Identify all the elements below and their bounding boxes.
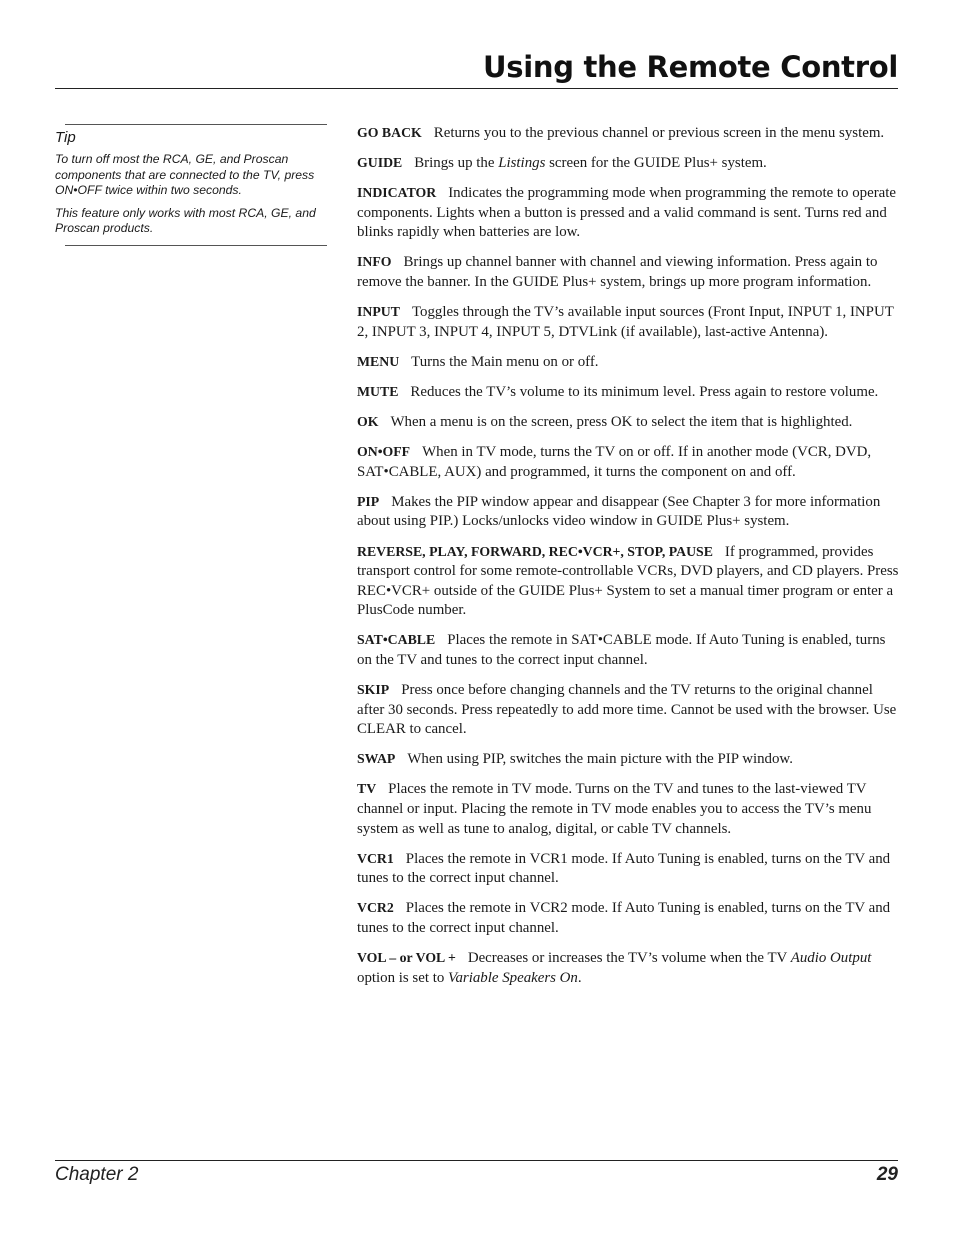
entry-term: PIP bbox=[357, 493, 380, 509]
entry-text: option is set to bbox=[357, 969, 449, 986]
entry-volume bbox=[357, 948, 899, 988]
entry-menu bbox=[357, 352, 899, 373]
page-title: Using the Remote Control bbox=[483, 50, 898, 84]
entry-indicator bbox=[357, 183, 899, 243]
tip-top-rule bbox=[65, 124, 327, 125]
entry-term: INDICATOR bbox=[357, 185, 437, 201]
entry-ok bbox=[357, 412, 899, 433]
entry-text: Toggles through the TV’s available input sources (Front Input, INPUT 1, INPUT 2, INPUT 3, INPUT 4, INPUT 5, DTVLink (if available), last-active Antenna). bbox=[357, 304, 894, 340]
entry-term: MENU bbox=[357, 353, 400, 369]
tip-paragraph: To turn off most the RCA, GE, and Proscan components that are connected to the TV, press ON•OFF twice within two seconds. bbox=[55, 152, 315, 198]
entry-text: If programmed, provides transport control for some remote-controllable VCRs, DVD players, and CD players. Press REC•VCR+ outside of the GUIDE Plus+ System to set a manual timer program or enter a PlusCode number. bbox=[357, 543, 899, 619]
entry-guide bbox=[357, 153, 899, 174]
entry-vcr1 bbox=[357, 849, 899, 889]
entry-term: SKIP bbox=[357, 682, 390, 698]
entry-term: REVERSE, PLAY, FORWARD, REC•VCR+, STOP, PAUSE bbox=[357, 543, 713, 559]
entry-text: Press once before changing channels and the TV returns to the original channel after 30 seconds. Press repeatedly to add more time. Cannot be used with the browser. Use CLEAR to cancel. bbox=[357, 682, 897, 738]
entry-on-off bbox=[357, 442, 899, 482]
entry-emphasis: Listings bbox=[498, 155, 546, 172]
entry-text: When a menu is on the screen, press OK to select the item that is highlighted. bbox=[390, 414, 853, 431]
entry-term: SWAP bbox=[357, 751, 396, 767]
entry-emphasis: Variable Speakers On bbox=[448, 969, 578, 986]
entry-text: Brings up channel banner with channel and viewing information. Press again to remove the banner. In the GUIDE Plus+ system, brings up more program information. bbox=[357, 254, 878, 291]
entry-text: Places the remote in VCR2 mode. If Auto Tuning is enabled, turns on the TV and tunes to the correct input channel. bbox=[357, 900, 891, 936]
entry-skip bbox=[357, 680, 899, 740]
entry-tv bbox=[357, 779, 899, 839]
tip-heading: Tip bbox=[55, 129, 76, 146]
entry-term: OK bbox=[357, 414, 379, 430]
entry-mute bbox=[357, 382, 899, 403]
entry-term: MUTE bbox=[357, 383, 399, 399]
entry-go-back bbox=[357, 123, 899, 144]
entry-term: SAT•CABLE bbox=[357, 632, 436, 648]
entry-term: INPUT bbox=[357, 304, 400, 320]
footer-rule bbox=[55, 1160, 898, 1161]
entry-info bbox=[357, 252, 899, 292]
entry-text: Makes the PIP window appear and disappear (See Chapter 3 for more information about using PIP.) Locks/unlocks video window in GUIDE Plus+ system. bbox=[357, 493, 881, 530]
entry-term: GO BACK bbox=[357, 125, 422, 140]
entry-term: INFO bbox=[357, 254, 392, 270]
entry-text: When using PIP, switches the main picture with the PIP window. bbox=[407, 751, 793, 768]
entry-vcr2 bbox=[357, 898, 899, 938]
entry-text: Places the remote in SAT•CABLE mode. If Auto Tuning is enabled, turns on the TV and tunes to the correct input channel. bbox=[357, 632, 886, 668]
entry-text: Returns you to the previous channel or previous screen in the menu system. bbox=[433, 125, 885, 141]
tip-bottom-rule bbox=[65, 245, 327, 246]
entry-text: Reduces the TV’s volume to its minimum level. Press again to restore volume. bbox=[410, 383, 879, 400]
entry-pip bbox=[357, 492, 899, 532]
entry-term: VCR1 bbox=[357, 850, 394, 866]
entry-text: screen for the GUIDE Plus+ system. bbox=[545, 155, 767, 172]
entry-term: ON•OFF bbox=[357, 444, 411, 460]
entry-text: Turns the Main menu on or off. bbox=[411, 353, 599, 370]
entry-text: Indicates the programming mode when programming the remote to operate components. Lights when a button is pressed and a valid command is sent. Turns red and blinks rapidly when batteries are low. bbox=[357, 185, 897, 241]
entry-term: GUIDE bbox=[357, 155, 403, 171]
entry-term: VOL – or VOL + bbox=[357, 950, 456, 966]
entry-text: . bbox=[577, 969, 582, 986]
button-descriptions bbox=[357, 123, 899, 998]
tip-box bbox=[55, 124, 335, 246]
entry-text: Decreases or increases the TV’s volume when the TV bbox=[467, 950, 791, 967]
entry-text: Places the remote in VCR1 mode. If Auto Tuning is enabled, turns on the TV and tunes to the correct input channel. bbox=[357, 850, 891, 887]
title-rule bbox=[55, 88, 898, 89]
entry-text: Brings up the bbox=[414, 155, 499, 172]
footer-chapter-label: Chapter 2 bbox=[55, 1164, 139, 1185]
entry-swap bbox=[357, 749, 899, 770]
entry-text: When in TV mode, turns the TV on or off. If in another mode (VCR, DVD, SAT•CABLE, AUX) and programmed, it turns the component on and off. bbox=[357, 444, 872, 480]
entry-transport-controls bbox=[357, 542, 899, 621]
entry-text: Places the remote in TV mode. Turns on the TV and tunes to the last-viewed TV channel or input. Placing the remote in TV mode enables you to access the TV’s menu system as well as tune to analog, digital, or cable TV channels. bbox=[357, 781, 872, 837]
entry-emphasis: Audio Output bbox=[790, 950, 872, 967]
page-number: 29 bbox=[876, 1164, 898, 1185]
tip-paragraph: This feature only works with most RCA, GE, and Proscan products. bbox=[55, 205, 316, 236]
entry-sat-cable bbox=[357, 630, 899, 670]
entry-term: TV bbox=[357, 781, 377, 797]
entry-input bbox=[357, 302, 899, 342]
entry-term: VCR2 bbox=[357, 900, 394, 916]
